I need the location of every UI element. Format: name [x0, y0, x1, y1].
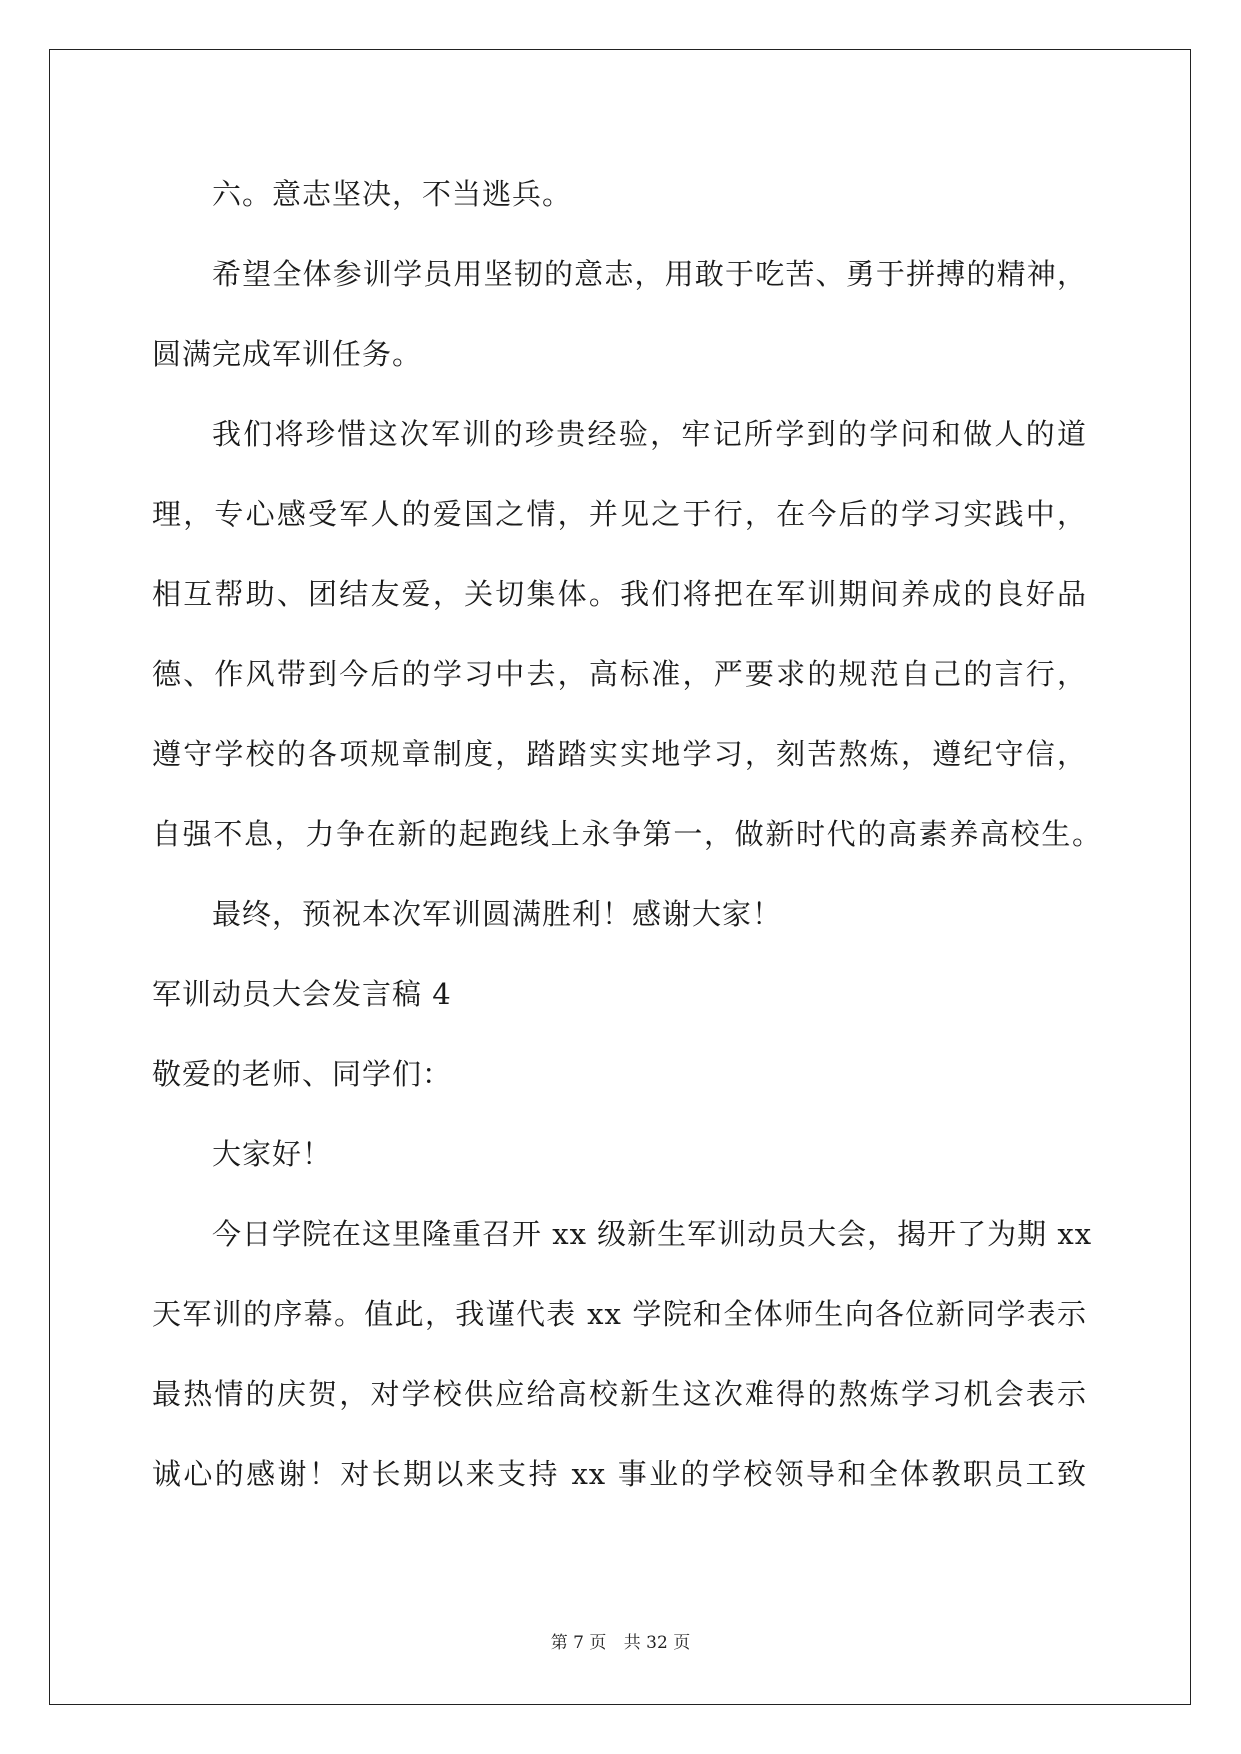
- paragraph-line: 六。意志坚决，不当逃兵。: [212, 177, 573, 211]
- paragraph-line: 自强不息，力争在新的起跑线上永争第一，做新时代的高素养高校生。: [152, 817, 1102, 851]
- page-total: 共 32 页: [623, 1633, 691, 1653]
- paragraph-line: 理，专心感受军人的爱国之情，并见之于行，在今后的学习实践中，: [152, 497, 1087, 531]
- paragraph-line: 相互帮助、团结友爱，关切集体。我们将把在军训期间养成的良好品: [152, 577, 1087, 611]
- paragraph-line: 德、作风带到今后的学习中去，高标准，严要求的规范自己的言行，: [152, 657, 1087, 691]
- paragraph-line: 今日学院在这里隆重召开 xx 级新生军训动员大会，揭开了为期 xx: [212, 1217, 1093, 1251]
- paragraph-line: 诚心的感谢！对长期以来支持 xx 事业的学校领导和全体教职员工致: [152, 1457, 1087, 1491]
- page-footer: [0, 1632, 1241, 1654]
- section-heading: 军训动员大会发言稿 4: [152, 977, 452, 1011]
- paragraph-line: 遵守学校的各项规章制度，踏踏实实地学习，刻苦熬炼，遵纪守信，: [152, 737, 1087, 771]
- paragraph-line: 希望全体参训学员用坚韧的意志，用敢于吃苦、勇于拼搏的精神，: [212, 257, 1087, 291]
- paragraph-line: 圆满完成军训任务。: [152, 337, 423, 371]
- page-number: 第 7 页: [550, 1633, 607, 1653]
- paragraph-line: 天军训的序幕。值此，我谨代表 xx 学院和全体师生向各位新同学表示: [152, 1297, 1087, 1331]
- paragraph-line: 最终，预祝本次军训圆满胜利！感谢大家！: [212, 897, 783, 931]
- paragraph-line: 我们将珍惜这次军训的珍贵经验，牢记所学到的学问和做人的道: [212, 417, 1087, 451]
- salutation: 敬爱的老师、同学们：: [152, 1057, 453, 1091]
- paragraph-line: 最热情的庆贺，对学校供应给高校新生这次难得的熬炼学习机会表示: [152, 1377, 1087, 1411]
- greeting: 大家好！: [212, 1137, 333, 1171]
